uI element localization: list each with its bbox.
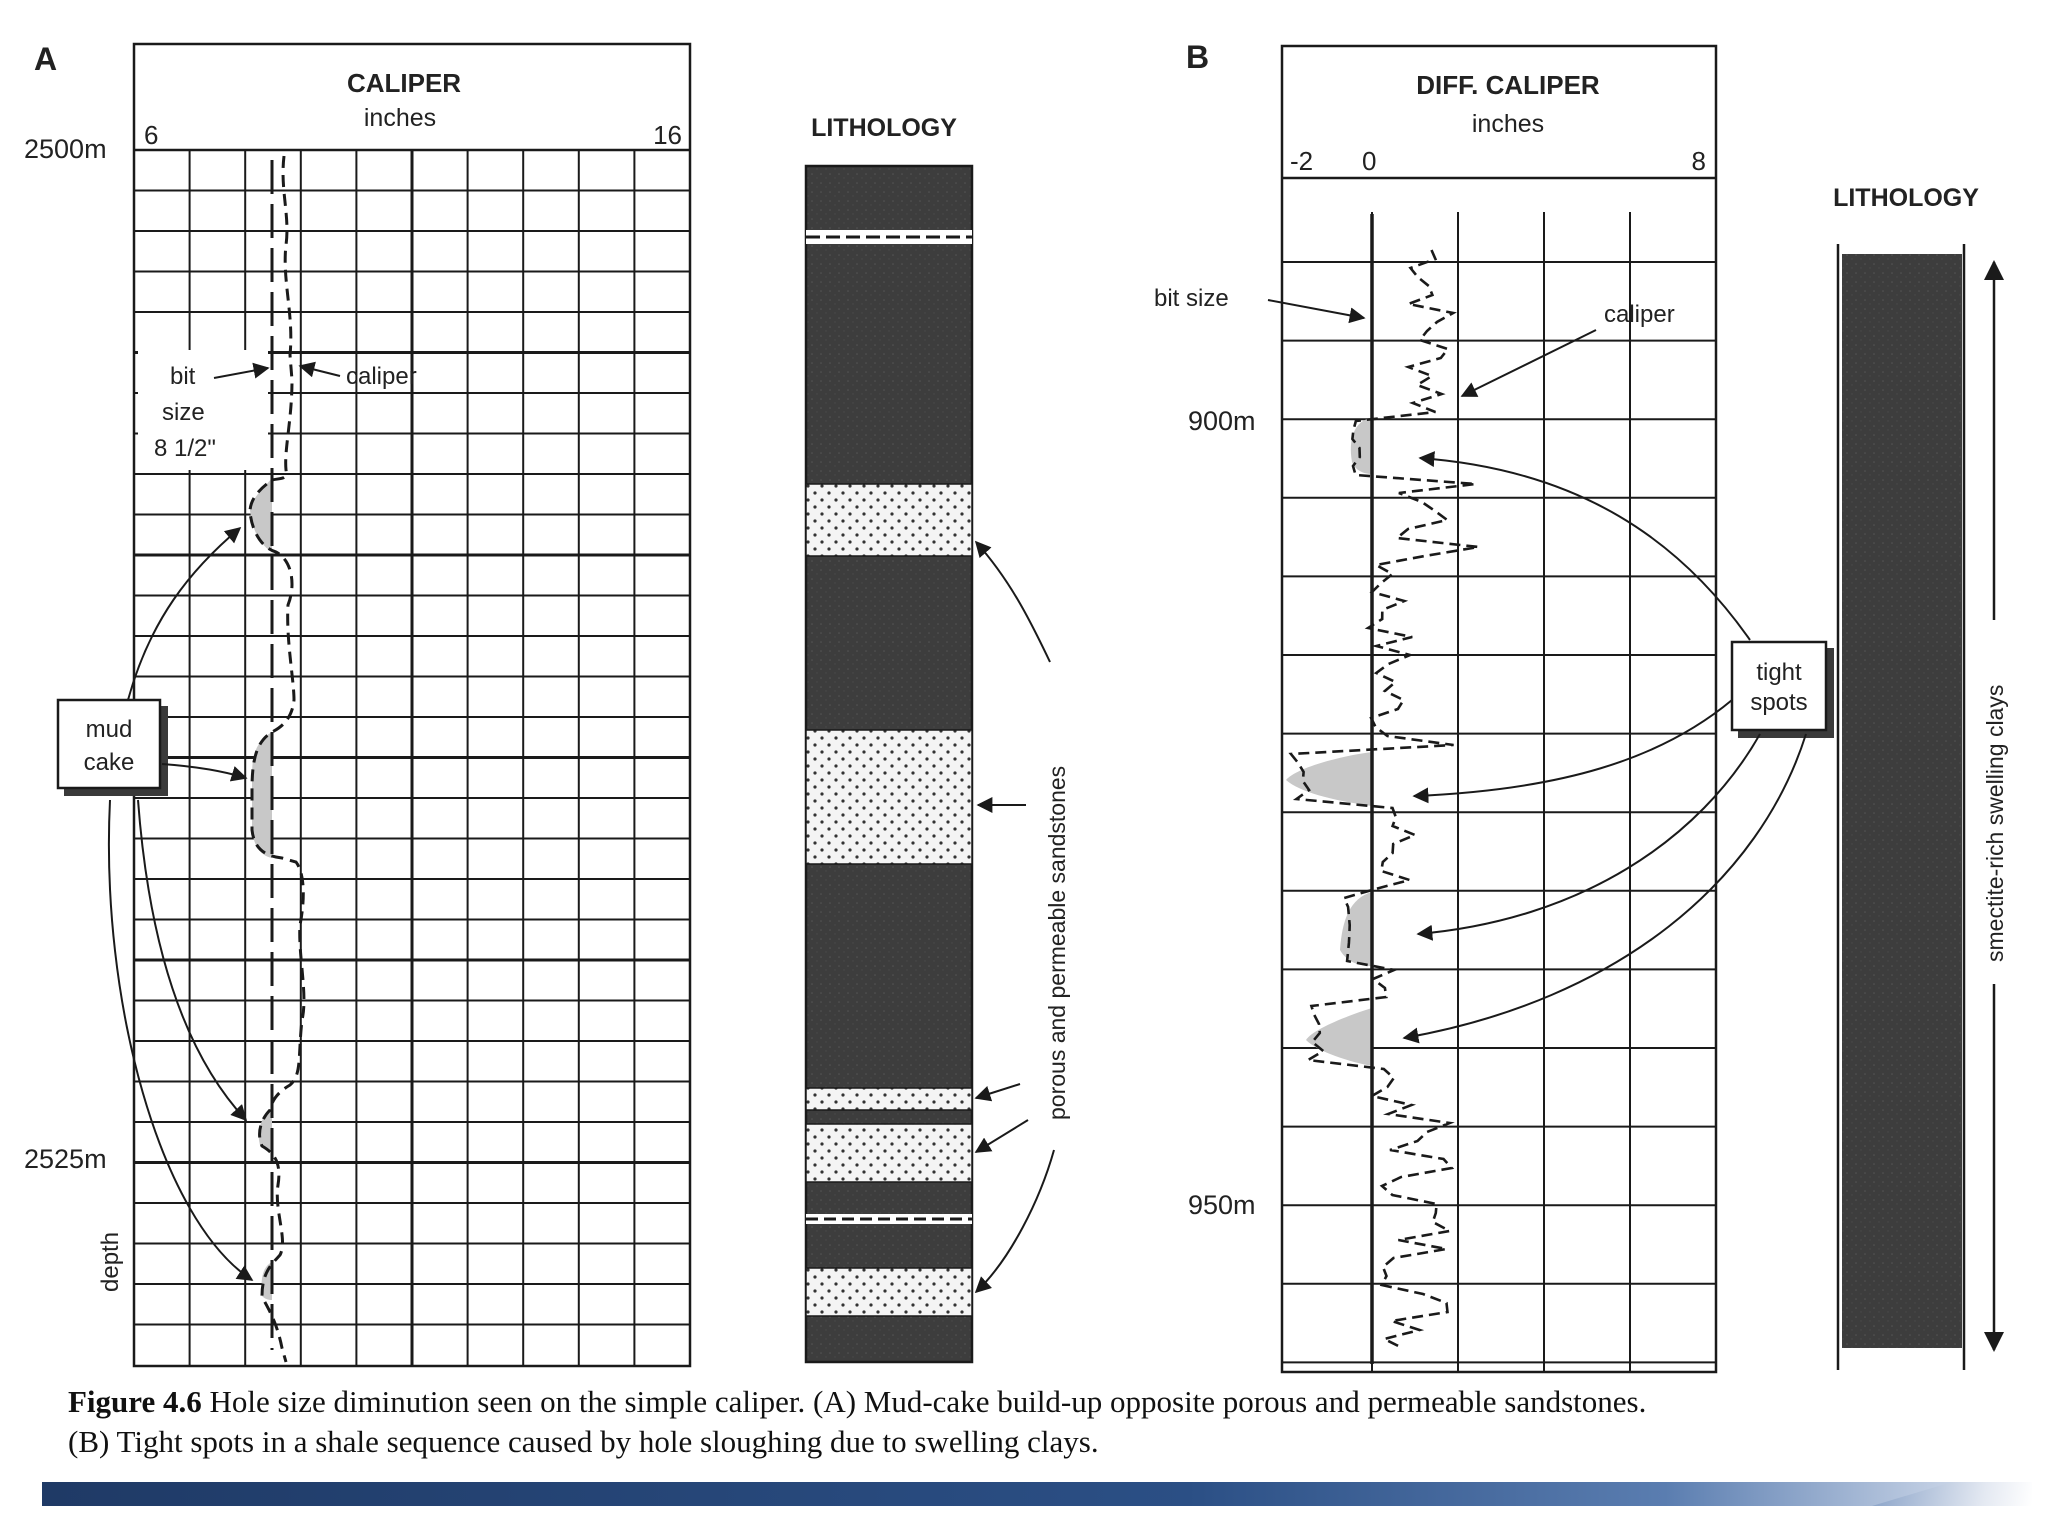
tight-spots-box bbox=[1732, 642, 1826, 730]
depth-label-950: 950m bbox=[1188, 1190, 1256, 1220]
bit-size-label-b: bit size bbox=[1154, 285, 1229, 312]
bit-size-label-line1: bit bbox=[170, 363, 196, 390]
figure-caption bbox=[68, 1382, 1988, 1462]
caliper-label-b: caliper bbox=[1604, 301, 1675, 328]
caliper-grid-a bbox=[134, 150, 690, 1366]
lithology-title-b: LITHOLOGY bbox=[1833, 184, 1979, 212]
depth-axis-label: depth bbox=[97, 1231, 124, 1292]
caliper-unit-a: inches bbox=[363, 104, 437, 132]
scale-right-a: 16 bbox=[653, 120, 682, 150]
panel-a-letter: A bbox=[34, 41, 58, 77]
tight-spots-label-line1: tight bbox=[1756, 659, 1802, 686]
caliper-label-a: caliper bbox=[346, 363, 417, 390]
diff-caliper-track-b bbox=[1282, 46, 1716, 1372]
lithology-column-a bbox=[806, 166, 972, 1362]
sandstone-bed-2 bbox=[806, 730, 972, 864]
caliper-track-a bbox=[134, 44, 690, 1366]
depth-label-2525: 2525m bbox=[24, 1144, 107, 1174]
bit-size-label-line2: size bbox=[162, 399, 205, 426]
caliper-arrow-a bbox=[300, 366, 340, 376]
depth-label-2500: 2500m bbox=[24, 134, 107, 164]
diff-caliper-track-frame bbox=[1282, 46, 1716, 1372]
caption-line-1 bbox=[68, 1382, 1988, 1422]
sandstone-arrows bbox=[976, 542, 1054, 1292]
mud-cake-shading bbox=[250, 478, 272, 1300]
caption-line-2: (B) Tight spots in a shale sequence caused by hole sloughing due to swelling clays. bbox=[68, 1424, 1099, 1459]
panel-b bbox=[1154, 39, 2008, 1372]
scale-zero-b: 0 bbox=[1362, 146, 1377, 176]
depth-label-900: 900m bbox=[1188, 406, 1256, 436]
diff-caliper-curve-b bbox=[1291, 250, 1479, 1348]
smectite-clay-column bbox=[1842, 254, 1962, 1348]
sandstone-bed-5 bbox=[806, 1268, 972, 1316]
caption-text-1: Hole size diminution seen on the simple caliper. (A) Mud-cake build-up opposite porous and permeable sandstones. bbox=[201, 1384, 1647, 1419]
diff-caliper-title: DIFF. CALIPER bbox=[1416, 70, 1600, 100]
tight-spots-label-line2: spots bbox=[1750, 689, 1808, 716]
sandstone-bed-3 bbox=[806, 1088, 972, 1110]
caliper-title-a: CALIPER bbox=[346, 68, 462, 98]
footer-bar bbox=[42, 1482, 1952, 1506]
mud-cake-label-line1: mud bbox=[85, 716, 133, 743]
sandstone-bed-1 bbox=[806, 484, 972, 556]
mud-cake-label-line2: cake bbox=[83, 749, 135, 776]
mud-cake-arrows bbox=[109, 528, 252, 1280]
caption-figure-number: Figure 4.6 bbox=[68, 1384, 202, 1419]
sandstone-label: porous and permeable sandstones bbox=[1044, 765, 1070, 1120]
scale-left-a: 6 bbox=[144, 120, 159, 150]
panel-b-letter: B bbox=[1186, 39, 1210, 75]
clay-label: smectite-rich swelling clays bbox=[1982, 684, 2008, 962]
scale-left-b: -2 bbox=[1290, 146, 1314, 176]
panel-a bbox=[24, 41, 1070, 1366]
bit-size-label-line3: 8 1/2" bbox=[154, 435, 216, 462]
lithology-title-a: LITHOLOGY bbox=[811, 114, 957, 142]
sandstone-bed-4 bbox=[806, 1124, 972, 1182]
scale-right-b: 8 bbox=[1691, 146, 1706, 176]
diff-caliper-unit: inches bbox=[1471, 110, 1545, 138]
tight-spot-arrows bbox=[1404, 458, 1806, 1038]
